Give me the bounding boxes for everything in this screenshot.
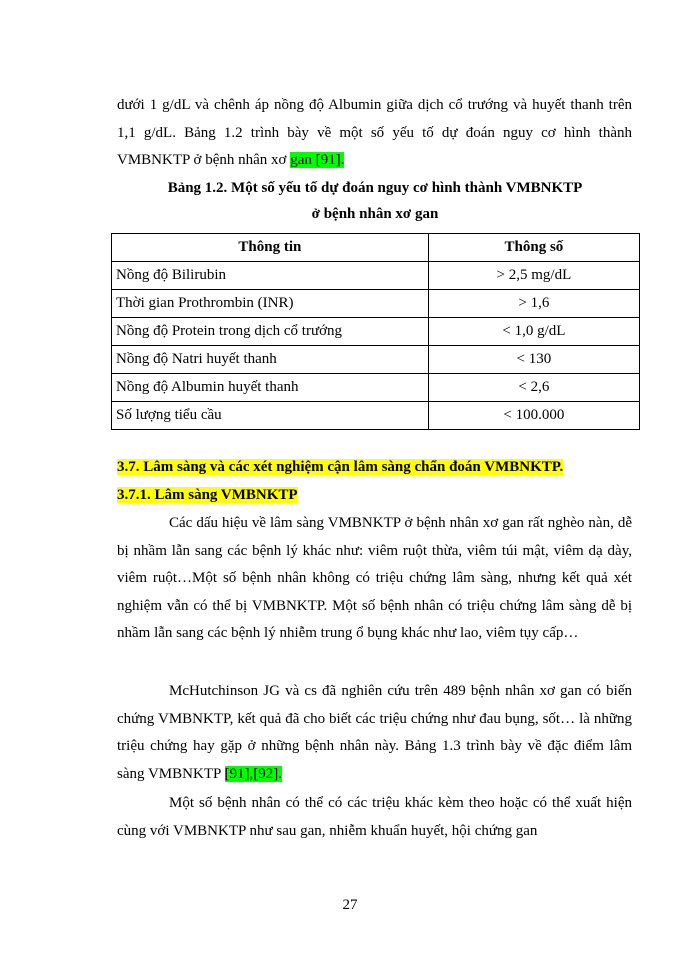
paragraph-mchutchinson	[117, 678, 632, 788]
table-row	[112, 290, 640, 318]
section-heading-text: 3.7. Lâm sàng và các xét nghiệm cận lâm sàng chẩn đoán VMBNKTP.	[117, 459, 564, 475]
table-header-info: Thông tin	[112, 234, 429, 262]
para2-reference: [91],[92].	[224, 765, 282, 782]
table-caption-line2: ở bệnh nhân xơ gan	[311, 206, 439, 222]
subsection-heading-text: 3.7.1. Lâm sàng VMBNKTP	[117, 487, 298, 503]
table-row	[112, 318, 640, 346]
paragraph-clinical-signs: Các dấu hiệu về lâm sàng VMBNKTP ở bệnh nhân xơ gan rất nghèo nàn, dễ bị nhầm lẫn sang các bệnh lý khác như: viêm ruột thừa, viêm túi mật, viêm dạ dày, viêm ruột…Một số bệnh nhân không có triệu chứng lâm sàng, nhưng kết quả xét nghiệm vẫn có thể bị VMBNKTP. Một số bệnh nhân có triệu chứng lâm sàng dễ bị nhầm lẫn sang các bệnh lý nhiễm trung ổ bụng khác như lao, viêm tụy cấp…	[117, 515, 632, 642]
table-row	[112, 374, 640, 402]
row-name: Nồng độ Albumin huyết thanh	[112, 374, 429, 402]
row-name: Số lượng tiểu cầu	[112, 402, 429, 430]
row-name: Nồng độ Protein trong dịch cổ trướng	[112, 318, 429, 346]
table-row	[112, 262, 640, 290]
subsection-heading	[117, 487, 298, 504]
row-name: Nồng độ Bilirubin	[112, 262, 429, 290]
row-name: Thời gian Prothrombin (INR)	[112, 290, 429, 318]
row-value: < 130	[428, 346, 639, 374]
intro-reference: gan [91].	[290, 152, 345, 169]
row-value: < 100.000	[428, 402, 639, 430]
table-caption-line1: Bảng 1.2. Một số yếu tố dự đoán nguy cơ hình thành VMBNKTP	[167, 180, 583, 196]
risk-factor-table	[111, 233, 640, 430]
table-header-value: Thông số	[428, 234, 639, 262]
page-number: 27	[342, 897, 358, 913]
para2-text: McHutchinson JG và cs đã nghiên cứu trên 489 bệnh nhân xơ gan có biến chứng VMBNKTP, kết quả đã cho biết các triệu chứng như đau bụng, sốt… là những triệu chứng hay gặp ở những bệnh nhân này. Bảng 1.3 trình bày về đặc điểm lâm sàng VMBNKTP	[117, 683, 632, 782]
table-row	[112, 346, 640, 374]
intro-text: dưới 1 g/dL và chênh áp nồng độ Albumin giữa dịch cổ trướng và huyết thanh trên 1,1 g/dL. Bảng 1.2 trình bày về một số yếu tố dự đoán nguy cơ hình thành VMBNKTP ở bệnh nhân xơ	[117, 97, 632, 169]
row-value: < 2,6	[428, 374, 639, 402]
row-value: < 1,0 g/dL	[428, 318, 639, 346]
row-name: Nồng độ Natri huyết thanh	[112, 346, 429, 374]
section-heading	[117, 459, 563, 476]
row-value: > 1,6	[428, 290, 639, 318]
intro-paragraph	[117, 92, 632, 175]
row-value: > 2,5 mg/dL	[428, 262, 639, 290]
paragraph-associated-conditions: Một số bệnh nhân có thể có các triệu khác kèm theo hoặc có thể xuất hiện cùng với VMBNKTP như sau gan, nhiễm khuẩn huyết, hội chứng gan	[117, 795, 632, 839]
table-row	[112, 402, 640, 430]
table-header-row	[112, 234, 640, 262]
